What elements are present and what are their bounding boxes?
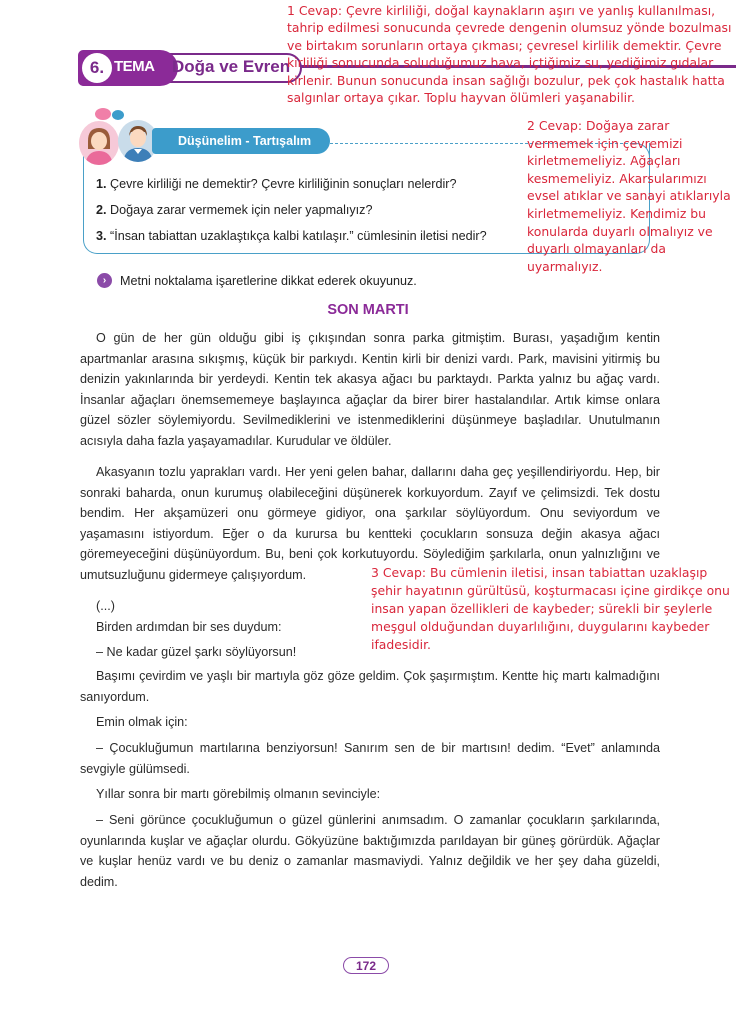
theme-number: 6.	[82, 53, 112, 83]
story-paragraph: Emin olmak için:	[96, 715, 188, 729]
speech-bubble-icon	[95, 108, 111, 120]
story-paragraph: (...)	[96, 599, 115, 613]
instruction-text: Metni noktalama işaretlerine dikkat ederek okuyunuz.	[120, 274, 417, 288]
story-paragraph: Akasyanın tozlu yaprakları vardı. Her yeni gelen bahar, dallarını daha geç yeşillendiriyordu. Hep, bir sonraki baharda, onun kurumuş olabileceğini düşünerek korkuyordum. Zayıf ve çelimsizdi. Tek dostu bendim. Her akşamüzeri onu görmeye gidiyor, ona şarkılar söylüyordum. Onu seviyordum ve yaşamasını istiyordum. Eğer o da kurursa bu kentteki çocukların sonsuza değin akasya ağacı göremeyeceğini düşünüyordum. Bu, beni çok korkutuyordu. Söylediğim şarkılarla, onun yalnızlığını ve umutsuzluğunu gidermeye çalışıyordum.	[80, 465, 660, 582]
discussion-question: 1. Çevre kirliliği ne demektir? Çevre kirliliğinin sonuçları nelerdir?	[96, 177, 457, 191]
story-paragraph: Başımı çevirdim ve yaşlı bir martıyla göz göze geldim. Çok şaşırmıştım. Kentte hiç martı kalmadığını sanıyordum.	[80, 669, 660, 704]
story-paragraph: Yıllar sonra bir martı görebilmiş olmanın sevinciyle:	[96, 787, 381, 801]
page-number: 172	[343, 957, 389, 974]
girl-avatar-icon	[79, 121, 119, 165]
theme-label: TEMA	[114, 58, 155, 75]
chevron-right-icon: ›	[97, 273, 112, 288]
story-title: SON MARTI	[327, 302, 409, 318]
discussion-question: 2. Doğaya zarar vermemek için neler yapmalıyız?	[96, 203, 373, 217]
story-paragraph: O gün de her gün olduğu gibi iş çıkışından sonra parka gitmiştim. Burası, yaşadığım kentin apartmanlar arasına sıkışmış, küçük bir parkıydı. Kentin kirli bir denizi vardı. Park, mavisini yitirmiş bu denizin yakınlarında bir yerdeydi. Kentin tek akasya ağacı bu parktaydı. Parkta yalnız bu ağaç vardı. İnsanlar ağaçları önemsememeye başlayınca ağaçlar da birer birer hastalandılar. Artık kimse onlara güzel sözler söylemiyordu. Sevilmediklerini ve istenmediklerini düşünmeye başladılar. Unutulmanın acısıyla daha fazla yaşayamadılar. Kurudular ve öldüler.	[80, 331, 660, 448]
story-paragraph: – Ne kadar güzel şarkı söylüyorsun!	[96, 645, 297, 659]
discussion-question: 3. “İnsan tabiattan uzaklaştıkça kalbi katılaşır.” cümlesinin iletisi nedir?	[96, 229, 487, 243]
story-paragraph: Birden ardımdan bir ses duydum:	[96, 620, 282, 634]
story-paragraph: – Seni görünce çocukluğumun o güzel günlerini anımsadım. O zamanlar çocukların şarkılarında, oyunlarında kuşlar ve ağaçlar olurdu. Gökyüzüne baktığımızda parıldayan bir güneş görürdük. Ağaçlar ve kuşlar henüz vardı ve bu deniz o zamanlar masmaviydi. Yalnız değildik ve her şey daha güzeldi, dedim.	[80, 813, 660, 889]
discussion-header: Düşünelim - Tartışalım	[152, 128, 330, 154]
answer-2-text: 2 Cevap: Doğaya zarar vermemek için çevremizi kirletmemeliyiz. Ağaçları kesmemeliyiz. Akarsularımızı evsel atıklar ve sanayi atıklarıyla kirletmemeliyiz. Kendimiz bu konularda duyarlı olmalıyız ve duyarlı olmayanları da uyarmalıyız.	[527, 118, 731, 274]
answer-1-text: 1 Cevap: Çevre kirliliği, doğal kaynakların aşırı ve yanlış kullanılması, tahrip edilmesi sonucunda çevrede dengenin olumsuz yönde bozulması ve birtakım sorunların ortaya çıkması; çevresel kirlilik demektir. Çevre kirliliği sonucunda soluduğumuz hava, içtiğimiz su, yediğimiz gıdalar kirlenir. Bunun sonucunda insan sağlığı bozulur, pek çok hastalık hatta salgınlar ortaya çıkar. Toplu hayvan ölümleri yaşanabilir.	[287, 3, 732, 106]
speech-bubble-icon	[112, 110, 124, 120]
theme-title: Doğa ve Evren	[172, 57, 291, 76]
story-paragraph: – Çocukluğumun martılarına benziyorsun! Sanırım sen de bir martısın! dedim. “Evet” anlamında sevgiyle gülümsedi.	[80, 741, 660, 776]
answer-3-text: 3 Cevap: Bu cümlenin iletisi, insan tabiattan uzaklaşıp şehir hayatının gürültüsü, koşturmacası içine girdikçe onu insan yapan özellikleri de kaybeder; sürekli bir şeylerle meşgul olduğundan duyarlılığını, duygularını kaybeder ifadesidir.	[371, 565, 730, 652]
